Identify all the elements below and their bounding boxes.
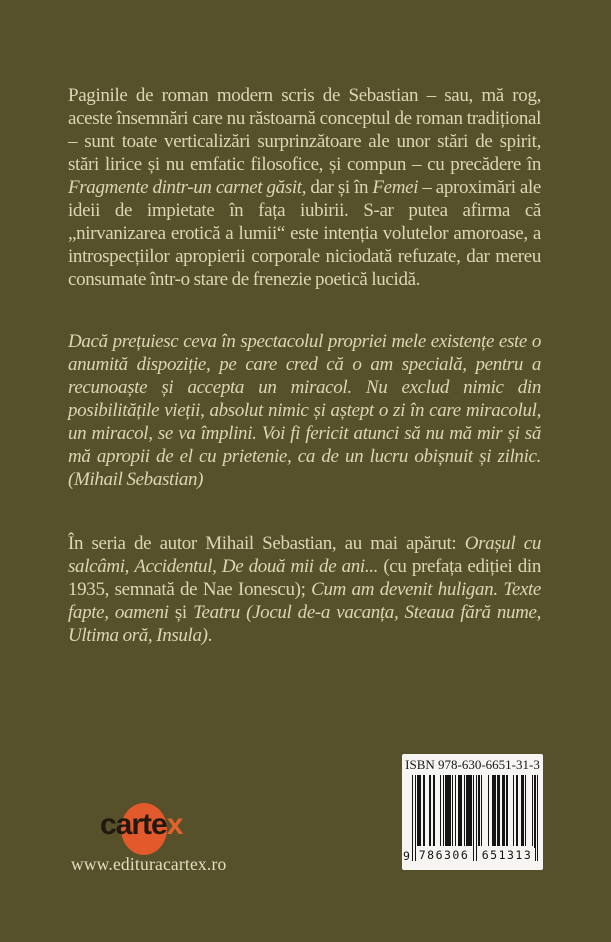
book-title-de-doua-mii: De două mii de ani... xyxy=(221,556,379,577)
barcode-right-digits: 651313 xyxy=(479,848,535,863)
barcode-first-digit: 9 xyxy=(403,849,410,863)
book-title-accidentul: Accidentul xyxy=(134,556,213,577)
book-title-teatru: Teatru (Jocul de-a vacanța, Steaua fără nume, Ultima oră, Insula) xyxy=(68,602,541,646)
book-title-huligan: Cum am devenit huligan. Texte fapte, oameni xyxy=(68,579,541,623)
barcode-digits xyxy=(403,848,540,863)
book-title-orasul: Orașul cu salcâmi xyxy=(68,533,541,577)
author-quote-paragraph: Dacă prețuiesc ceva în spectacolul propriei mele existențe este o anumită dispoziție, pe care cred că o am specială, pentru a recunoaște și accepta un miracol. Nu exclud nimic din posibilitățile vieții, absolut nimic și aștept o zi în care miracolul, un miracol, se va împlini. Voi fi fericit atunci să nu mă mir și să mă apropii de el cu prietenie, ca de un lucru obișnuit și zilnic. (Mihail Sebastian) xyxy=(68,331,541,490)
book-title-fragmente: Fragmente dintr-un carnet găsit xyxy=(68,177,302,198)
logo-text-accent: x xyxy=(166,808,183,841)
series-paragraph: În seria de autor Mihail Sebastian, au mai apărut: Orașul cu salcâmi, Accidentul, De două mii de ani... (cu prefața ediției din 1935, semnată de Nae Ionescu); Cum am devenit huligan. Texte fapte, oameni și Teatru (Jocul de-a vacanța, Steaua fără nume, Ultima oră, Insula). xyxy=(68,533,541,646)
barcode-left-digits: 786306 xyxy=(416,848,472,863)
book-title-femei: Femei xyxy=(372,177,419,198)
publisher-logo xyxy=(100,798,210,858)
logo-text-main: carte xyxy=(100,808,167,841)
publisher-website: www.edituracartex.ro xyxy=(71,854,227,874)
back-cover-text xyxy=(68,84,541,647)
isbn-label: ISBN 978-630-6651-31-3 xyxy=(405,757,540,772)
publisher-logo-text xyxy=(100,810,182,840)
synopsis-paragraph: Paginile de roman modern scris de Sebastian – sau, mă rog, aceste însemnări care nu răstoarnă conceptul de roman tradițional – sunt toate verticalizări surprinzătoare ale unor stări de spirit, stări lirice și nu emfatic filosofice, și compun – cu precădere în Fragmente dintr-un carnet găsit, dar și în Femei – aproximări ale ideii de impietate în fața iubirii. S-ar putea afirma că „nirvanizarea erotică a lumii“ este intenția volutelor amoroase, a introspecțiilor apropierii corporale niciodată refuzate, dar mereu consumate într-o stare de frenezie poetică lucidă. xyxy=(68,85,542,290)
synopsis-text: Paginile de roman modern scris de Sebastian – sau, mă rog, aceste însemnări care nu răstoarnă conceptul de roman tradițional – sunt toate verticalizări surprinzătoare ale unor stări de spirit, stări lirice și nu emfatic filosofice, și compun – cu precădere în xyxy=(68,85,541,175)
barcode-bars xyxy=(403,775,540,863)
isbn-barcode xyxy=(402,754,543,870)
